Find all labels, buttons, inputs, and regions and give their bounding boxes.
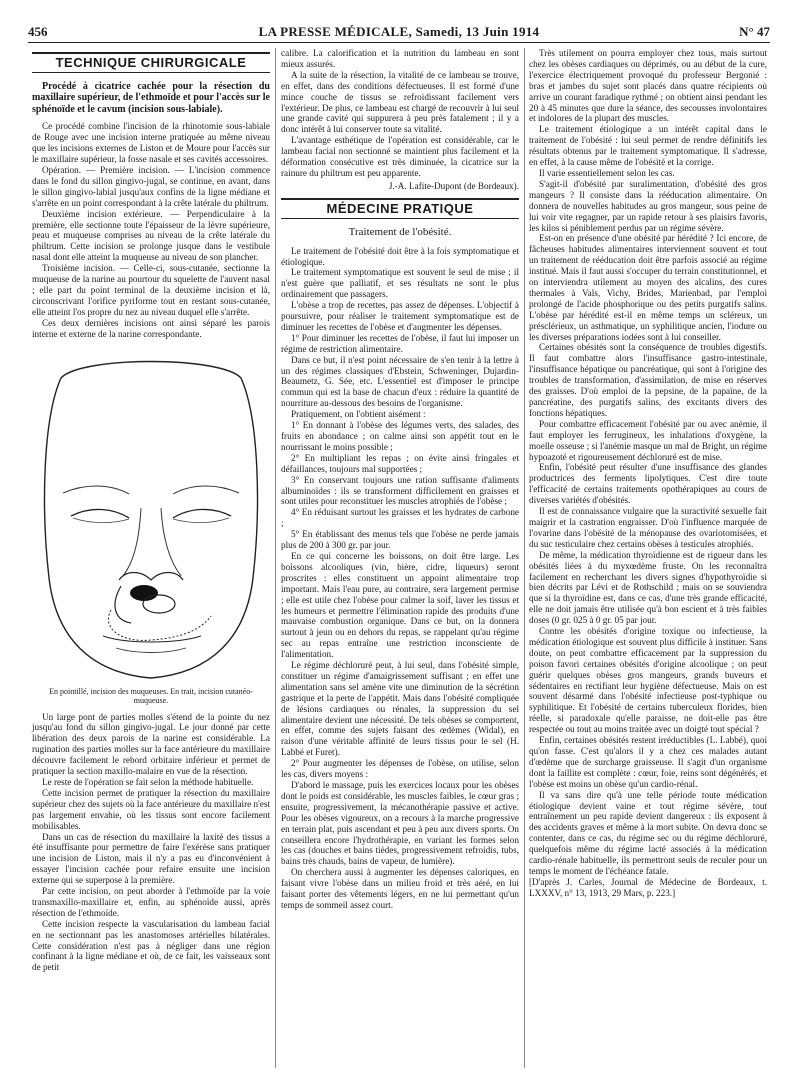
paragraph: L'obèse a trop de recettes, pas assez de dépenses. L'objectif à poursuivre, pour réaliser le traitement symptomatique est de diminuer les recettes de l'obèse et d'augmenter les dépenses. [281,300,519,332]
paragraph: Opération. — Première incision. — L'incision commence dans le fond du sillon gingivo-jugal, se continue, en avant, dans le sillon gingivo-labial jusqu'aux confins de la ligne médiane et s'arrête en un point correspondant à la crête latérale du philtrum. [32,165,270,208]
paragraph: Certaines obésités sont la conséquence de troubles digestifs. Il faut combattre alors l'insuffisance gastro-intestinale, l'insuffisance hépatique ou pancréatique, qui sont à l'origine des troubles de transformation, d'assimilation, de mise en réserves des graisses. D'où emploi de la pepsine, de la papaïne, de la pancréatine, des purgatifs salins, des excitants divers des fonctions hépatiques. [529,342,767,418]
page-number: 456 [28,24,48,39]
paragraph: Enfin, l'obésité peut résulter d'une insuffisance des glandes productrices des ferments lipolytiques. C'est dire toute l'efficacité de certains traitements opothérapiques au cours de diverses variétés d'obésités. [529,462,767,506]
paragraph: Pratiquement, on l'obtient aisément : [291,409,426,420]
paragraph: 5° En établissant des menus tels que l'obèse ne perde jamais plus de 200 à 300 gr. par jour. [281,529,519,551]
paragraph: Deuxième incision extérieure. — Perpendiculaire à la première, elle sectionne toute l'épaisseur de la lèvre supérieure, peau et muqueuse comprises au niveau de la crête latérale du philtrum. Cette incision se prolonge jusque dans le vestibule nasal dont elle atteint la muqueuse au niveau de son plancher. [32,208,270,263]
paragraph: Le traitement symptomatique est souvent le seul de mise ; il n'est guère que palliatif, et ses résultats ne sont le plus ordinairement que passagers. [281,267,519,300]
paragraph: 2° En multipliant les repas ; on évite ainsi fringales et défaillances, toujours mal supportées ; [281,452,519,474]
paragraph: Cette incision permet de pratiquer la résection du maxillaire supérieur chez des sujets où la face antérieure du maxillaire n'est pas largement envahie, où les tissus sont encore facilement mobilisables. [32,787,270,831]
paragraph: Par cette incision, on peut aborder à l'ethmoïde par la voie transmaxillo-maxillaire et, enfin, au sphénoïde aussi, après résection de l'ethmoïde. [32,886,270,918]
paragraph: Le traitement étiologique a un intérêt capital dans le traitement de l'obésité : lui seul permet de rendre définitifs les résultats obtenus par le traitement symptomatique. Il s'adresse, en effet, à la cause même de l'obésité et la corrige. [529,124,767,168]
paragraph: Est-on en présence d'une obésité par hérédité ? Ici encore, de fâcheuses habitudes alimentaires interviennent souvent et tout un traitement de rééducation doit être parfois associé au régime institué. Mais il faut aussi s'occuper du terrain constitutionnel, et on interviendra utilement au moyen des alcalins, des cures thermales à Vals, Vichy, Brides, Marienbad, par l'emploi prolongé de l'acide phosphorique ou des petits purgatifs salins. L'obèse par hérédité est-il en même temps un scléreux, un présclérieux, un asthmatique, un syphilitique ancien, l'iodure ou les diverses préparations iodées sont à lui conseiller. [529,233,767,342]
paragraph: 1° En donnant à l'obèse des légumes verts, des salades, des fruits en abondance ; on calme ainsi son appétit tout en le nourrissant le moins possible ; [281,420,519,452]
paragraph: 4° En réduisant surtout les graisses et les hydrates de carbone ; [281,507,519,529]
issue-number: N° 47 [739,24,770,39]
column-1 [32,48,270,973]
paragraph: S'agit-il d'obésité par suralimentation, d'obésité des gros mangeurs ? Il consiste dans la rééducation alimentaire. On donnera de nouvelles habitudes au gros mangeur, sous peine de lui voir vite regagner, par un rapide retour à ses plaisirs favoris, les kilos si péniblement perdus par un régime sévère. [529,178,767,233]
paragraph: Il est de connaissance vulgaire que la suractivité sexuelle fait maigrir et la castration engraisser. D'où l'influence marquée de l'ovarine dans l'obésité de la ménopause des ovariotomisées, et du suc testiculaire chez certains obèses à testicules atrophiés. [529,506,767,549]
paragraph: Dans ce but, il n'est point nécessaire de s'en tenir à la lettre à un des régimes classiques d'Ebstein, Schweninger, Dujardin-Beaumetz, G. Sée, etc. L'essentiel est d'imposer le principe commun qui est la base de chacun d'eux : réduire la quantité de nourriture au-dessous des besoins de l'organisme. [281,354,519,409]
journal-title: LA PRESSE MÉDICALE, Samedi, 13 Juin 1914 [258,24,540,39]
paragraph: En ce qui concerne les boissons, on doit être large. Les boissons alcooliques (vin, bière, cidre, liqueurs) seront proscrites : elles constituent un appoint alimentaire trop important. Mais l'eau pure, au contraire, sera largement permise ; elle est utile chez l'obèse pour calmer la soif, laver les tissus et les humeurs et permettre l'élimination rapide des produits d'une mauvaise combustion organique. Dans ce but, on la donnera surtout à jeun ou en dehors du repas, se rappelant qu'au régime sec au repas entraîne une restriction inconsciente de l'alimentation. [281,550,519,660]
paragraph: Ce procédé combine l'incision de la rhinotomie sous-labiale de Rouge avec une incision interne pratiquée au même niveau que les incisions externes de Liston et de Moure pour l'accès sur le maxillaire supérieur, la fosse nasale et ses cavités accessoires. [32,121,270,165]
paragraph: Un large pont de parties molles s'étend de la pointe du nez jusqu'au fond du sillon gingivo-jugal. Le jour donné par cette libération des deux parois de la narine est considérable. La rugination des parties molles sur la face antérieure du maxillaire découvre facilement le rebord orbitaire inférieur et permet de pratiquer la section maxillo-malaire en vue de la résection. [32,711,270,777]
paragraph: Le traitement de l'obésité doit être à la fois symptomatique et étiologique. [281,245,519,267]
paragraph: 2° Pour augmenter les dépenses de l'obèse, on utilise, selon les cas, divers moyens : [281,758,519,780]
paragraph: Ces deux dernières incisions ont ainsi séparé les parois interne et externe de la narine correspondante. [32,317,270,339]
paragraph: calibre. La calorification et la nutrition du lambeau en sont mieux assurés. [281,48,519,69]
paragraph: 1° Pour diminuer les recettes de l'obèse, il faut lui imposer un régime de restriction alimentaire. [281,332,519,354]
paragraph: De même, la médication thyroïdienne est de rigueur dans les obésités liées à du myxœdème fruste. On les reconnaîtra facilement en recherchant les divers signes d'hypothyroïdie si bien décrits par Lévi et de Rothschild ; mais on se souviendra que si la thyroïdine est, dans ce cas, d'une très grande efficacité, elle ne doit jamais être utilisée qu'à bon escient et à très faibles doses (0 gr. 025 à 0 gr. 05 par jour. [529,549,767,626]
paragraph: 3° En conservant toujours une ration suffisante d'aliments albuminoïdes : ils se transforment difficilement en graisses et sont utiles pour reconstituer les muscles atrophiés de l'obèse ; [281,474,519,507]
reference-note: [D'après J. Carles, Journal de Médecine de Bordeaux, t. LXXXV, n° 13, 1913, 29 Mars, p. 223.] [529,876,767,898]
page-header [28,22,770,43]
paragraph: Pour combattre efficacement l'obésité par ou avec anémie, il faut employer les ferrugineux, les inhalations d'oxygène, la moelle osseuse ; si l'anémie masque un mal de Bright, un régime hypoazoté et rigoureusement déchloruré est de mise. [529,418,767,462]
paragraph: Il varie essentiellement selon les cas. [539,167,675,178]
paragraph: Très utilement on pourra employer chez tous, mais surtout chez les obèses cardiaques ou déprimés, ou au début de la cure, l'exercice électriquement provoqué du professeur Bergonié : bras et jambes du sujet sont placés dans quatre récipients où arrive un courant faradique rythmé ; on obtient ainsi pendant les 20 à 45 minutes que dure la séance, des secousses involontaires et indolores de la plupart des muscles. [529,48,767,124]
paragraph: Il va sans dire qu'à une telle période toute médication étiologique devient vaine et tout régime sévère, tout entraînement un peu rapide devient dangereux : ils exposent à des accidents graves et même à la mort subite. On devra donc se contenter, dans ce cas, du régime sec ou du régime déchloruré, quelquefois même du régime lacté associés à la médication cardio-rénale habituelle, ils permettront seuls de reculer pour un temps le moment de l'échéance fatale. [529,789,767,876]
paragraph: D'abord le massage, puis les exercices locaux pour les obèses dont le poids est considérable, les muscles faibles, le cœur gras ; ensuite, progressivement, la mécanothérapie passive et active. Pour les obèses vigoureux, on a recours à la marche progressive en terrain plat, puis ascendant et peu à peu aux divers sports. On conseillera encore l'hydrothérapie, en variant les formes selon les cas (douches et bains tièdes, progressivement refroidis, tubs, bains très chauds, bains de vapeur, de lumière). [281,780,519,867]
paragraph: Enfin, certaines obésités restent irréductibles (L. Labbé), quoi qu'on fasse. C'est qu'alors il y a chez ces malades autant d'œdème que de surcharge graisseuse. Il s'agit d'un organisme dont la faillite est complète : cœur, foie, reins sont dégénérés, et l'obèse est moins un obèse qu'un cardio-rénal. [529,735,767,789]
paragraph: Cette incision respecte la vascularisation du lambeau facial en ne sectionnant pas les anastomoses artérielles bilatérales. Cette considération n'est pas à négliger dans une région confinant à la ligne médiane et où, de ce fait, les vaisseaux sont de petit [32,918,270,973]
section-heading: TECHNIQUE CHIRURGICALE [32,52,270,73]
article-lead: Procédé à cicatrice cachée pour la résection du maxillaire supérieur, de l'ethmoïde et pour l'accès sur le sphénoïde et le cavum (incision sous-labiale). [32,80,270,115]
paragraph: L'avantage esthétique de l'opération est considérable, car le lambeau facial non sectionné se maintient plus facilement et la déformation consécutive est très diminuée, la cicatrice sur la rainure du philtrum est peu apparente. [281,135,519,178]
section-heading: MÉDECINE PRATIQUE [281,198,519,219]
column-3 [529,48,767,899]
column-rule-1 [275,48,276,1068]
figure-caption: En pointillé, incision des muqueuses. En trait, incision cutanéo-muqueuse. [49,686,253,706]
paragraph: On cherchera aussi à augmenter les dépenses caloriques, en faisant vivre l'obèse dans un milieu froid et très aéré, en lui faisant porter des vêtements légers, en ne lui permettant qu'un temps de sommeil assez court. [281,867,519,910]
paragraph: Troisième incision. — Celle-ci, sous-cutanée, sectionne la muqueuse de la narine au pourtour du squelette de l'auvent nasal ; elle part du point terminal de la deuxième incision et là, circonscrivant l'orifice pyriforme tout en restant sous-cutanée, elle atteint l'os propre du nez au niveau duquel elle s'arrête. [32,263,270,317]
column-rule-2 [524,48,525,1068]
paragraph: A la suite de la résection, la vitalité de ce lambeau se trouve, en effet, dans des conditions défectueuses. Il est formé d'une mince couche de tissus se refroidissant facilement vers l'extérieur. De plus, ce lambeau est chargé de recouvrir à lui seul une grande cavité qui suppurera à peu près fatalement ; il y a donc intérêt à lui conserver toute sa vitalité. [281,69,519,135]
paragraph: Le régime déchloruré peut, à lui seul, dans l'obésité simple, constituer un régime d'amaigrissement suffisant ; en effet une alimentation sans sel amène vite une diminution de la sécrétion gastrique et la perte de l'appétit. Mais dans l'obésité compliquée de lésions cardiaques ou rénales, la suppression du sel alimentaire devient une nécessité. De tels obèses se comportent, en effet, comme des sujets faisant des œdèmes (Widal), en raison d'une véritable affinité de leurs tissus pour le sel (H. Labbé et Furet). [281,660,519,758]
paragraph: Le reste de l'opération se fait selon la méthode habituelle. [42,776,254,787]
author-signature: J.-A. Lafite-Dupont (de Bordeaux). [388,180,519,191]
paragraph: Dans un cas de résection du maxillaire la laxité des tissus a été insuffisante pour permettre de faire l'exérèse sans pratiquer une incision de Liston, mais il n'y a pas eu d'inconvénient à essayer l'incision cachée pour refaire ensuite une incision externe qui se superpose à la première. [32,831,270,886]
paragraph: Contre les obésités d'origine toxique ou infectieuse, la médication étiologique est souvent plus difficile à instituer. Sans doute, on peut combattre efficacement par la suppression du poison favori certaines obésités d'origine alcoolique ; on peut guérir quelques obèses gros mangeurs, grands buveurs et sédentaires en rectifiant leur hygiène défectueuse. Mais on est souvent désarmé dans l'obésité infectieuse post-typhique ou syphilitique. Et l'obésité de certains tuberculeux florides, bien réelle, si paradoxale qu'elle paraisse, ne doit-elle pas être respectée ou tout au moins traitée avec un doigté tout spécial ? [529,626,767,735]
article-title: Traitement de l'obésité. [348,225,452,238]
face-incision-illustration [41,348,261,683]
column-2 [281,48,519,911]
